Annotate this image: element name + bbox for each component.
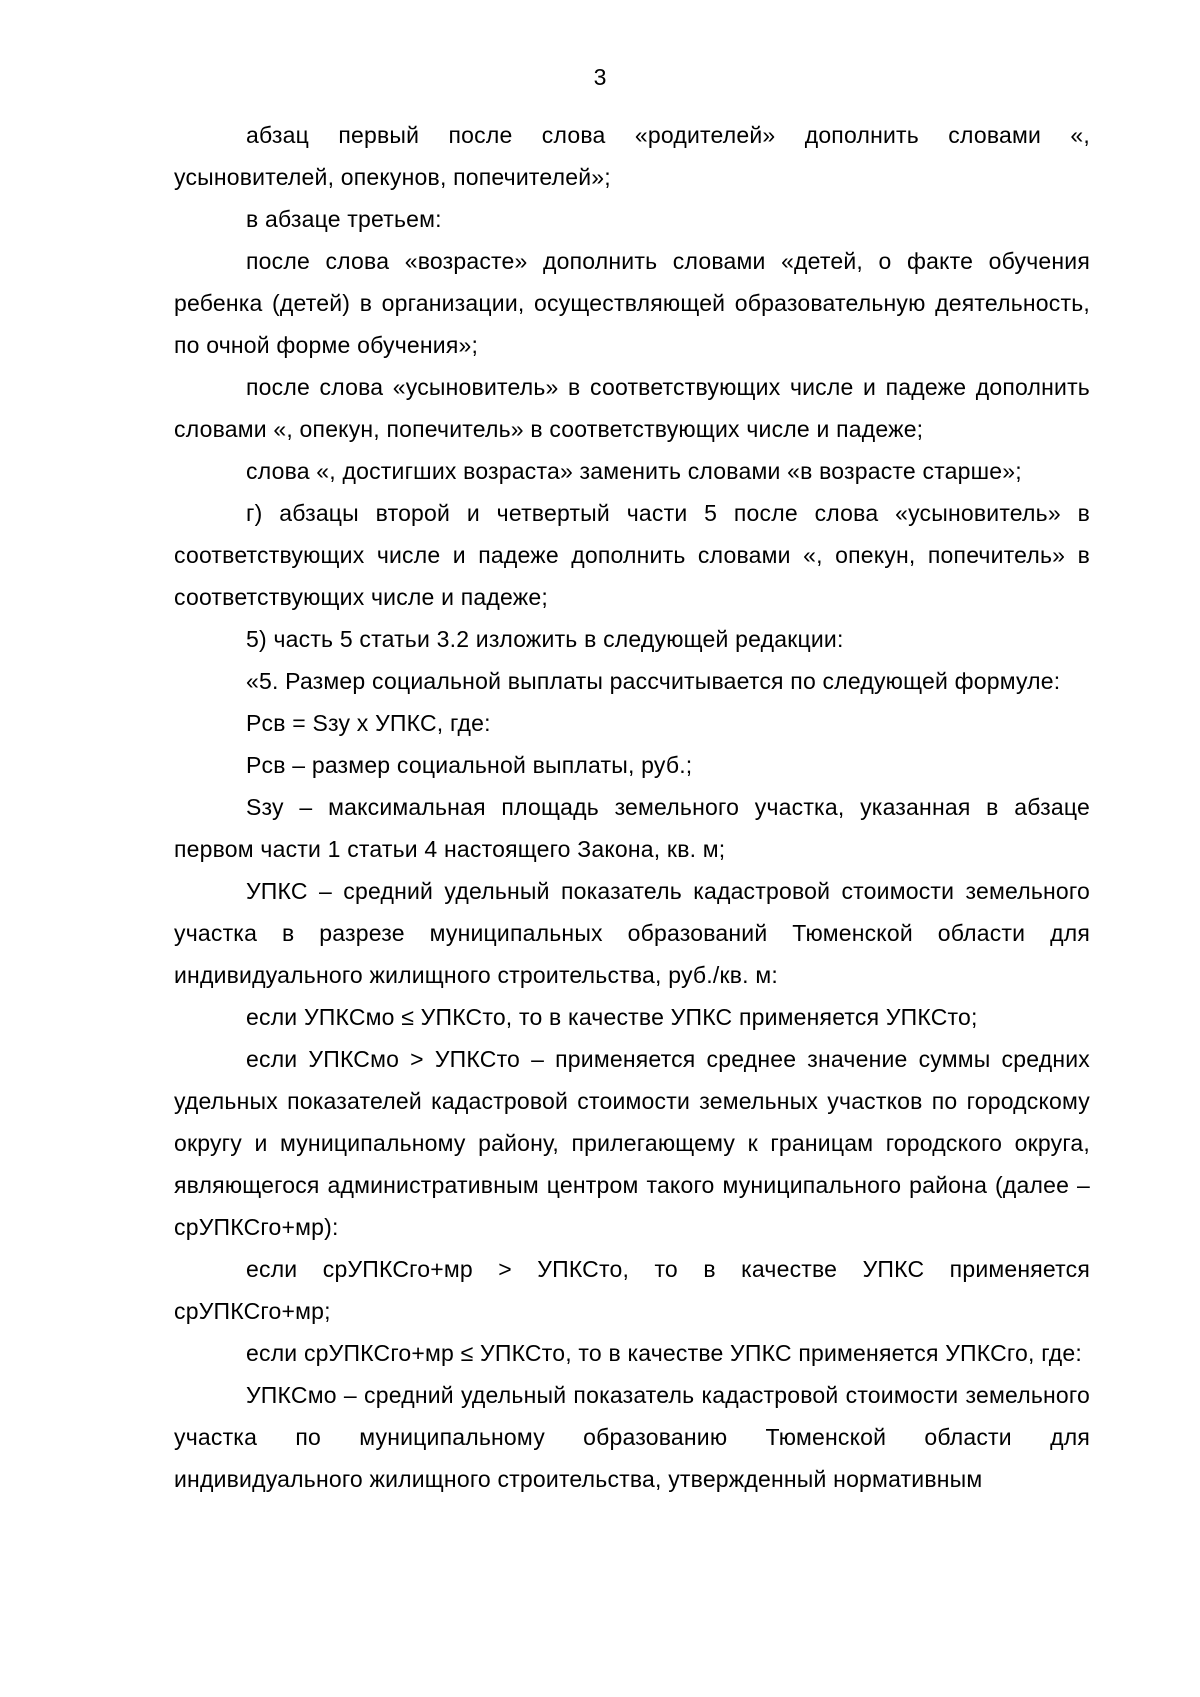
formula-line: Рсв = Sзу х УПКС, где: xyxy=(246,710,491,736)
paragraph: 5) часть 5 статьи 3.2 изложить в следующей редакции: xyxy=(246,626,844,652)
definition-line: Рсв – размер социальной выплаты, руб.; xyxy=(246,752,693,778)
paragraph: «5. Размер социальной выплаты рассчитывается по следующей формуле: xyxy=(246,668,1061,694)
document-body xyxy=(174,114,1090,1500)
definition-line: УПКС – средний удельный показатель кадастровой стоимости земельного участка в разрезе муниципальных образований Тюменской области для индивидуального жилищного строительства, руб./кв. м: xyxy=(174,878,1090,988)
condition-line: если срУПКСго+мр ≤ УПКСто, то в качестве УПКС применяется УПКСго, где: xyxy=(246,1340,1082,1366)
paragraph: слова «, достигших возраста» заменить словами «в возрасте старше»; xyxy=(246,458,1022,484)
page-number: 3 xyxy=(593,64,607,90)
condition-line: если УПКСмо > УПКСто – применяется среднее значение суммы средних удельных показателей кадастровой стоимости земельных участков по городскому округу и муниципальному району, прилегающему к границам городского округа, являющегося административным центром такого муниципального района (далее – срУПКСго+мр): xyxy=(174,1046,1090,1240)
paragraph: абзац первый после слова «родителей» дополнить словами «, усыновителей, опекунов, попечителей»; xyxy=(174,122,1090,190)
paragraph: после слова «возрасте» дополнить словами «детей, о факте обучения ребенка (детей) в организации, осуществляющей образовательную деятельность, по очной форме обучения»; xyxy=(174,248,1090,358)
paragraph: г) абзацы второй и четвертый части 5 после слова «усыновитель» в соответствующих числе и падеже дополнить словами «, опекун, попечитель» в соответствующих числе и падеже; xyxy=(174,500,1090,610)
definition-line: УПКСмо – средний удельный показатель кадастровой стоимости земельного участка по муниципальному образованию Тюменской области для индивидуального жилищного строительства, утвержденный нормативным xyxy=(174,1382,1090,1492)
condition-line: если УПКСмо ≤ УПКСто, то в качестве УПКС применяется УПКСто; xyxy=(246,1004,978,1030)
condition-line: если срУПКСго+мр > УПКСто, то в качестве УПКС применяется срУПКСго+мр; xyxy=(174,1256,1090,1324)
definition-line: Sзу – максимальная площадь земельного участка, указанная в абзаце первом части 1 статьи 4 настоящего Закона, кв. м; xyxy=(174,794,1090,862)
paragraph: в абзаце третьем: xyxy=(246,206,442,232)
paragraph: после слова «усыновитель» в соответствующих числе и падеже дополнить словами «, опекун, попечитель» в соответствующих числе и падеже; xyxy=(174,374,1090,442)
